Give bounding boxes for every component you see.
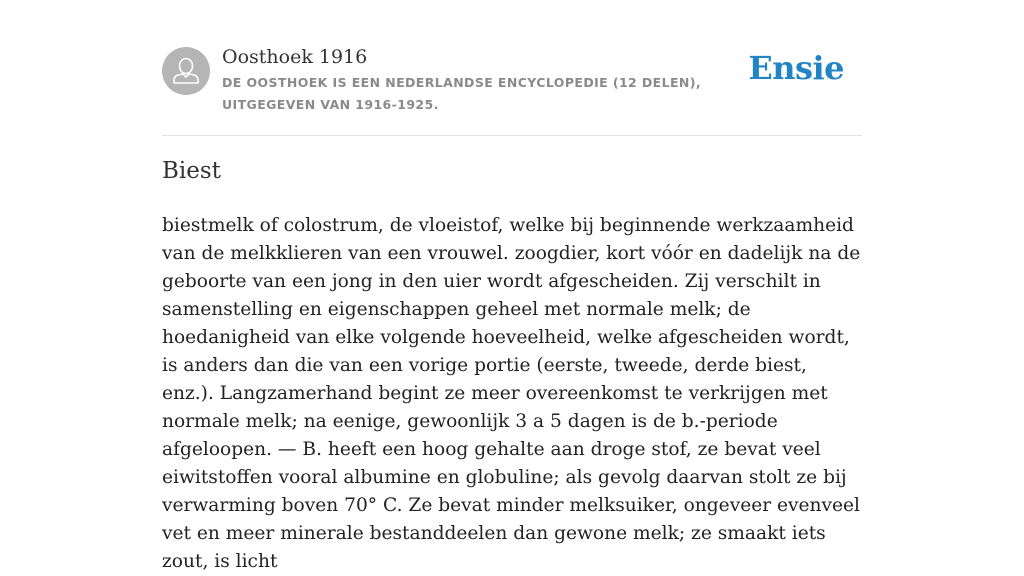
- page-content: [162, 0, 862, 572]
- article-body: biestmelk of colostrum, de vloeistof, welke bij beginnende werkzaamheid van de melkklieren van een vrouwel. zoogdier, kort vóór en dadelijk na de geboorte van een jong in den uier wordt afgescheiden. Zij verschilt in samenstelling en eigenschappen geheel met normale melk; de hoedanigheid van elke volgende hoeveelheid, welke afgescheiden wordt, is anders dan die van een vorige portie (eerste, tweede, derde biest, enz.). Langzamerhand begint ze meer overeenkomst te verkrijgen met normale melk; na eenige, gewoonlijk 3 a 5 dagen is de b.-periode afgeloopen. — B. heeft een hoog gehalte aan droge stof, ze bevat veel eiwitstoffen vooral albumine en globuline; als gevolg daarvan stolt ze bij verwarming boven 70° C. Ze bevat minder melksuiker, ongeveer evenveel vet en meer minerale bestanddeelen dan gewone melk; ze smaakt iets zout, is licht: [162, 215, 861, 572]
- source-name[interactable]: Oosthoek 1916: [222, 46, 368, 68]
- ensie-logo[interactable]: Ensie: [748, 49, 844, 87]
- user-icon: [162, 47, 210, 95]
- article-title: Biest: [162, 158, 221, 184]
- source-description: DE OOSTHOEK IS EEN NEDERLANDSE ENCYCLOPEDIE (12 DELEN), UITGEGEVEN VAN 1916-1925.: [222, 75, 702, 112]
- source-header: [162, 0, 862, 136]
- source-avatar[interactable]: [162, 47, 210, 95]
